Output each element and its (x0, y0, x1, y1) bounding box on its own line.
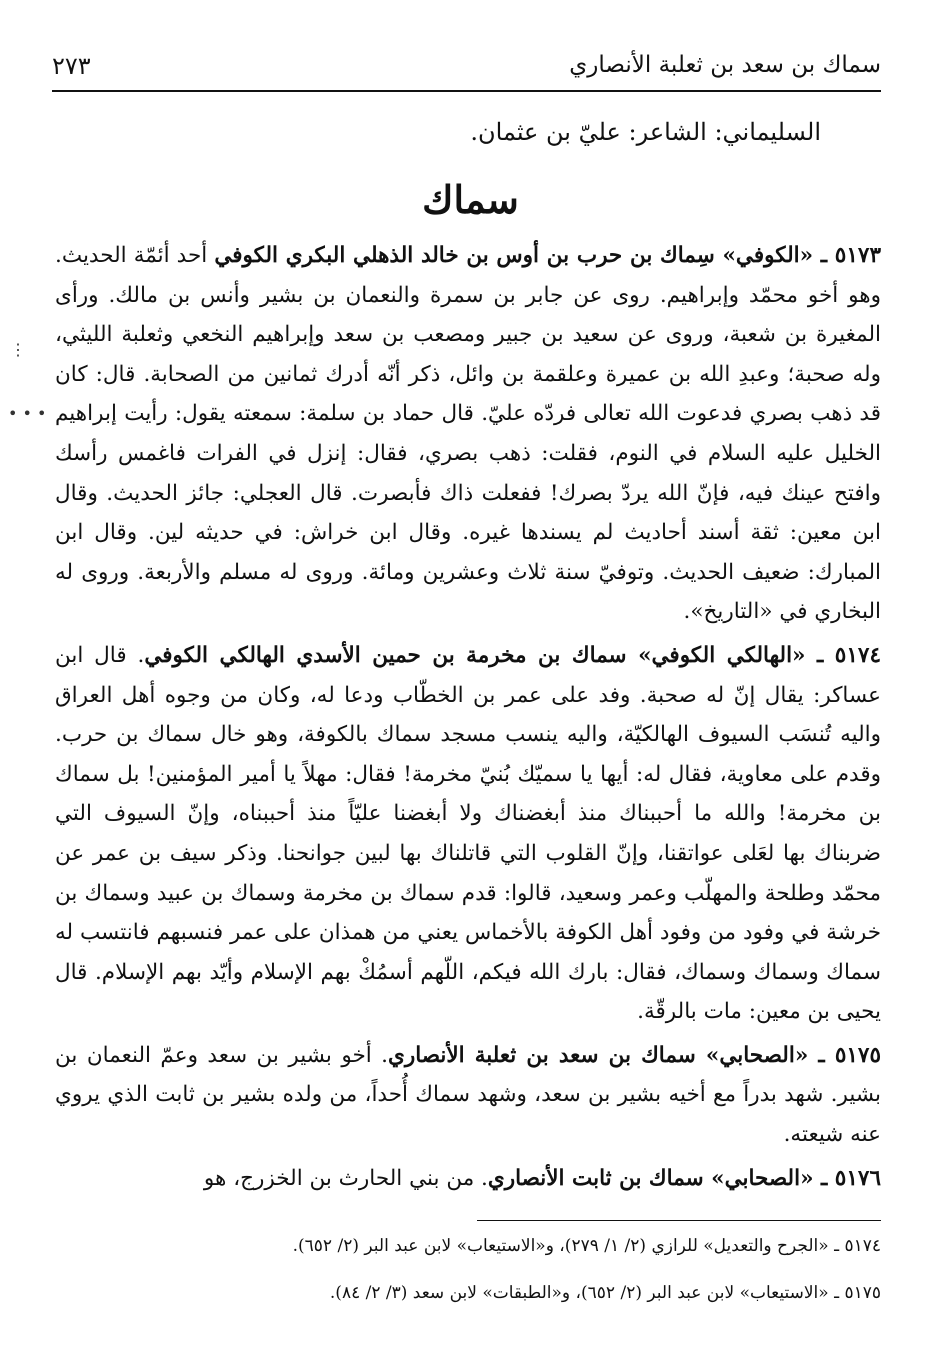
running-header (52, 48, 881, 92)
footnote-5175: ٥١٧٥ ـ «الاستيعاب» لابن عبد البر (٢/ ٦٥٢)، و«الطبقات» لابن سعد (٣/ ٢/ ٨٤). (329, 1283, 881, 1303)
footnotes (55, 1236, 881, 1330)
entry-heading: ٥١٧٦ ـ «الصحابي» سماك بن ثابت الأنصاري (487, 1165, 881, 1191)
entry-5175 (55, 1036, 881, 1155)
footnote-5174: ٥١٧٤ ـ «الجرح والتعديل» للرازي (٢/ ١/ ٢٧٩)، و«الاستيعاب» لابن عبد البر (٢/ ٦٥٢). (292, 1236, 881, 1256)
entry-text: . من بني الحارث بن الخزرج، هو (203, 1165, 488, 1191)
entries-body (55, 236, 881, 1202)
entry-heading: ٥١٧٤ ـ «الهالكي الكوفي» سماك بن مخرمة بن حمين الأسدي الهالكي الكوفي (144, 642, 881, 668)
entry-text: . قال ابن عساكر: يقال إنّ له صحبة. وفد على عمر بن الخطّاب ودعا له، وكان من وجوه أهل العراق واليه تُنسَب السيوف الهالكيّة، واليه ينسب مسجد سماك بالكوفة، وهو خال سماك بن حرب. وقدم على معاوية، فقال له: أيها يا سميّك بُنيّ مخرمة! فقال: مهلاً يا أمير المؤمنين! بل سماك بن مخرمة! والله ما أحببناك منذ أبغضناك ولا أبغضنا عليّاً منذ أحببناه، وإنّ السيوف التي ضربناك بها لعَلى عواتقنا، وإنّ القلوب التي قاتلناك بها لبين جوانحنا. وذكر سيف بن عمر عن محمّد وطلحة والمهلّب وعمر وسعيد، قالوا: قدم سماك بن مخرمة وسماك بن عبيد وسماك بن خرشة في وفود من وفود أهل الكوفة بالأخماس يعني من همذان على عمر فنسبهم فانتسب له سماك وسماك وسماك، فقال: بارك الله فيكم، اللّهم أسمُكْ بهم الإسلام وأيّد بهم الإسلام. قال يحيى بن معين: مات بالرقّة. (55, 642, 881, 1025)
entry-heading: ٥١٧٥ ـ «الصحابي» سماك بن سعد بن ثعلبة الأنصاري (388, 1042, 882, 1068)
entry-5173 (55, 236, 881, 632)
page-number: ٢٧٣ (52, 52, 91, 80)
entry-heading: ٥١٧٣ ـ «الكوفي» سِماك بن حرب بن أوس بن خالد الذهلي البكري الكوفي (214, 243, 881, 268)
entry-text: أحد أئمّة الحديث. وهو أخو محمّد وإبراهيم. روى عن جابر بن سمرة والنعمان بن بشير وأنس بن مالك. ورأى المغيرة بن شعبة، وروى عن سعيد بن جبير ومصعب بن سعد وإبراهيم النخعي وثعلبة الليثي، وله صحبة؛ وعبدِ الله بن عميرة وعلقمة بن وائل، ذكر أنّه أدرك ثمانين من الصحابة. قال: كان قد ذهب بصري فدعوت الله تعالى فردّه عليّ. قال حماد بن سلمة: سمعته يقول: رأيت إبراهيم الخليل عليه السلام في النوم، فقلت: ذهب بصري، فقال: إنزل في الفرات فاغمس رأسك وافتح عينك فيه، فإنّ الله يردّ بصرك! ففعلت ذاك فأبصرت. قال العجلي: جائز الحديث. وقال ابن معين: ثقة أسند أحاديث لم يسندها غيره. وقال ابن خراش: في حديثه لين. وقال ابن المبارك: ضعيف الحديث. وتوفيّ سنة ثلاث وعشرين ومائة. وروى له مسلم والأربعة. وروى له البخاري في «التاريخ». (55, 243, 881, 625)
entry-5174 (55, 636, 881, 1032)
continuation-line: السليماني: الشاعر: عليّ بن عثمان. (470, 118, 821, 146)
running-title: سماك بن سعد بن ثعلبة الأنصاري (569, 52, 881, 78)
margin-dots: • • • (8, 404, 47, 423)
entry-5176 (55, 1159, 881, 1199)
section-heading: سماك (422, 177, 519, 222)
footnote-divider (477, 1220, 881, 1221)
entry-text: . أخو بشير بن سعد وعمّ النعمان بن بشير. شهد بدراً مع أخيه بشير بن سعد، وشهد سماك أُحداً، من ولده بشير بن ثابت الذي يروي عنه شيعته. (55, 1042, 881, 1148)
margin-dots: ⋮ (10, 340, 26, 359)
